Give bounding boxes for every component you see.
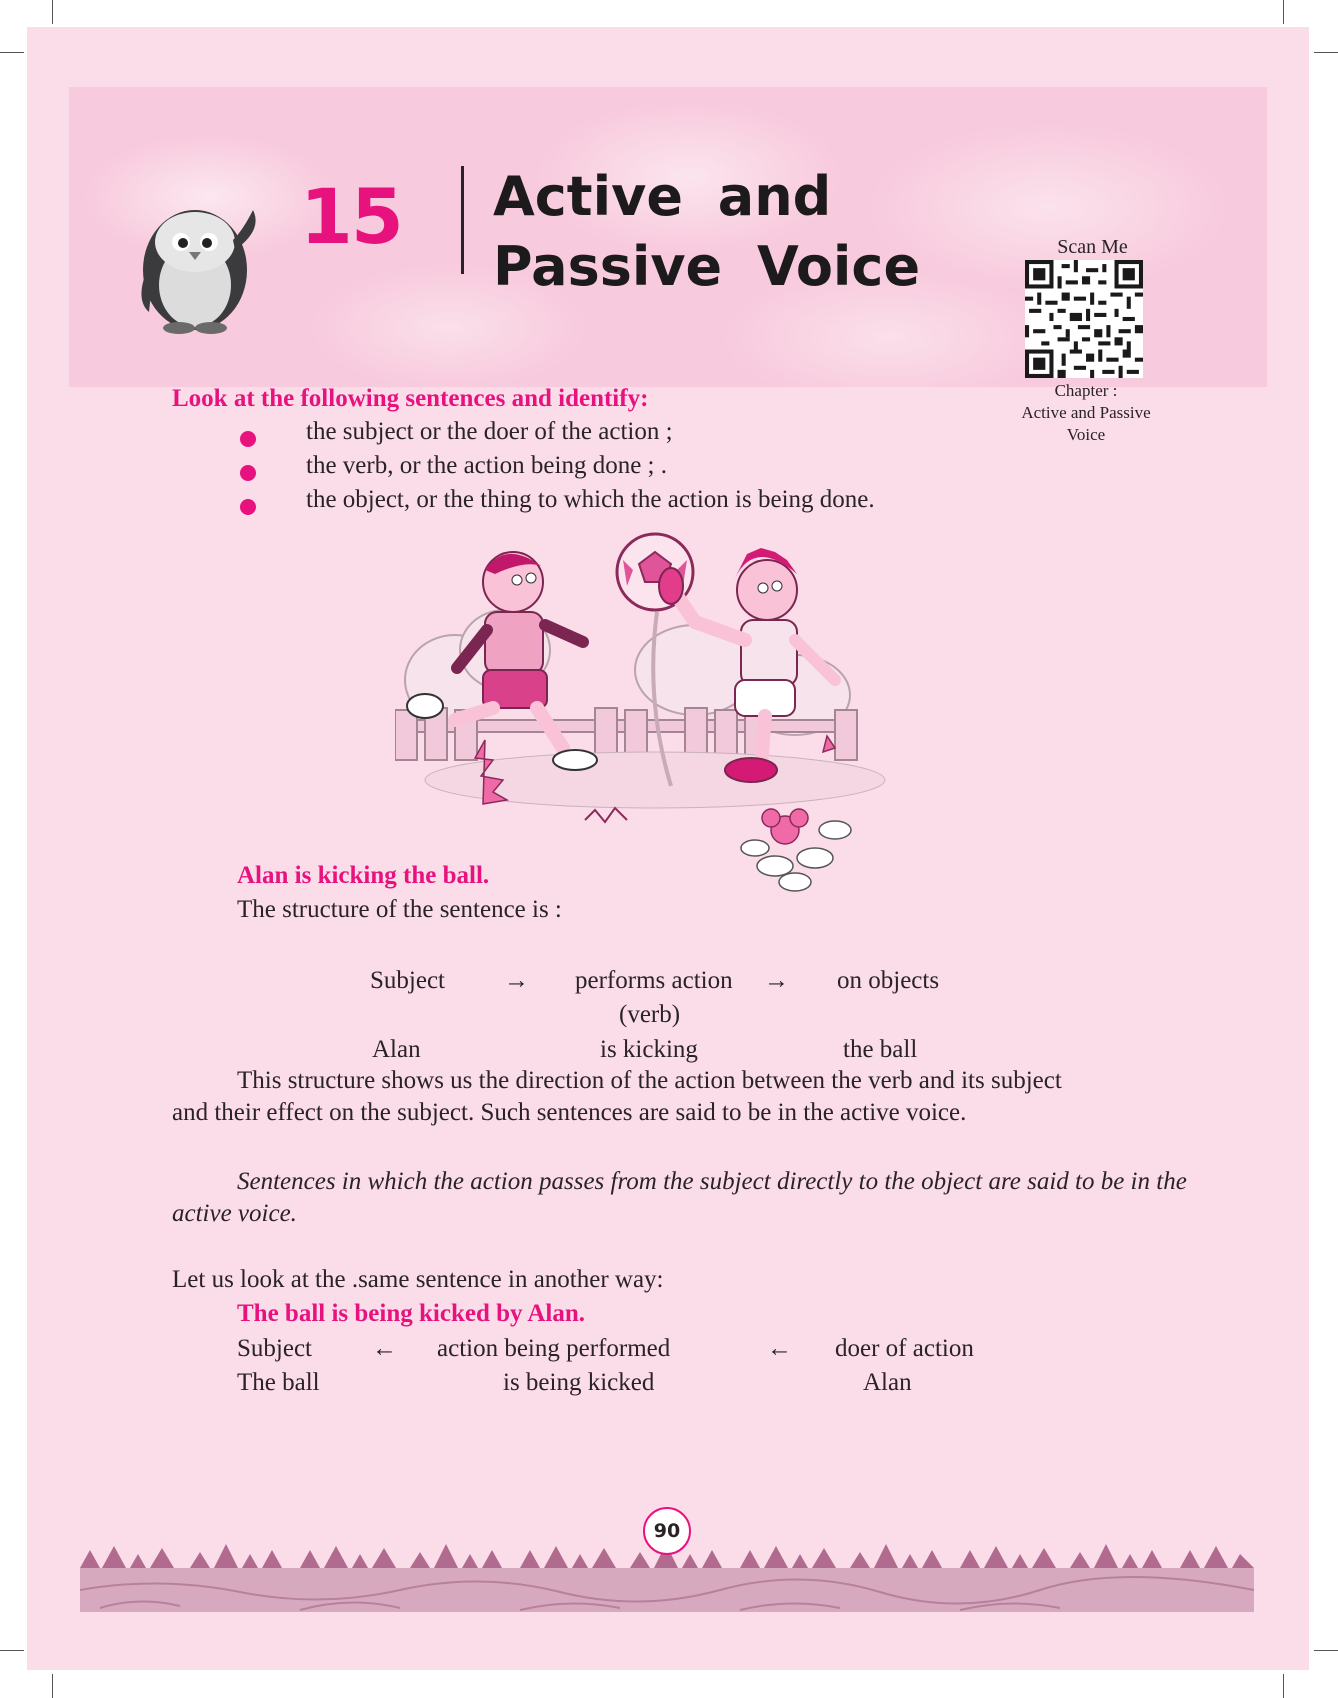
- structure-verb-label: (verb): [619, 1001, 681, 1028]
- page-number: 90: [643, 1507, 691, 1555]
- crop-mark: [1283, 0, 1284, 24]
- passive-doer-label: doer of action: [835, 1335, 974, 1362]
- chapter-number: 15: [300, 172, 402, 261]
- passive-example-subject: The ball: [237, 1369, 320, 1396]
- bullet-dot-icon: [240, 499, 256, 515]
- crop-mark: [1314, 1650, 1338, 1651]
- structure-subject-label: Subject: [370, 967, 445, 994]
- bullet-text: the subject or the doer of the action ;: [306, 418, 673, 445]
- intro-heading: Look at the following sentences and identify:: [172, 385, 649, 412]
- example-subject: Alan: [372, 1036, 421, 1063]
- example-verb: is kicking: [600, 1036, 698, 1063]
- qr-caption: [1008, 380, 1164, 446]
- structure-object-label: on objects: [837, 967, 940, 994]
- definition-line: Sentences in which the action passes from the subject directly to the object are said to be in the: [237, 1168, 1187, 1195]
- bullet-dot-icon: [240, 431, 256, 447]
- bullet-text: the verb, or the action being done ; .: [306, 452, 667, 479]
- intro-bullet-list: [238, 418, 875, 520]
- structure-action-label: performs action: [575, 967, 733, 994]
- bullet-dot-icon: [240, 465, 256, 481]
- list-item: [238, 418, 875, 452]
- structure-intro: The structure of the sentence is :: [237, 896, 562, 923]
- chapter-title: Active and Passive Voice: [493, 165, 921, 298]
- passive-subject-label: Subject: [237, 1335, 312, 1362]
- penguin-mascot-icon: [135, 190, 270, 335]
- list-item: [238, 486, 875, 520]
- qr-code-icon[interactable]: [1025, 260, 1143, 378]
- scan-me-label: Scan Me: [1057, 236, 1128, 258]
- qr-caption-line: Chapter :: [1054, 381, 1118, 400]
- left-arrow-icon: ←: [372, 1335, 397, 1362]
- crop-mark: [52, 1674, 53, 1698]
- definition-line: active voice.: [172, 1200, 297, 1227]
- right-arrow-icon: →: [764, 967, 789, 994]
- passive-example-verb: is being kicked: [503, 1369, 655, 1396]
- crop-mark: [0, 52, 24, 53]
- bullet-text: the object, or the thing to which the action is being done.: [306, 486, 875, 513]
- qr-caption-line: Active and Passive: [1021, 403, 1151, 422]
- list-item: [238, 452, 875, 486]
- passive-example-sentence: The ball is being kicked by Alan.: [237, 1300, 586, 1327]
- left-arrow-icon: ←: [767, 1335, 792, 1362]
- crop-mark: [1314, 52, 1338, 53]
- example-object: the ball: [843, 1036, 918, 1063]
- passive-action-label: action being performed: [437, 1335, 671, 1362]
- title-divider: [461, 166, 464, 274]
- passive-lead: Let us look at the .same sentence in another way:: [172, 1266, 664, 1293]
- crop-mark: [0, 1650, 24, 1651]
- qr-caption-line: Voice: [1066, 425, 1106, 444]
- crop-mark: [52, 0, 53, 24]
- crop-mark: [1283, 1674, 1284, 1698]
- passive-example-doer: Alan: [863, 1369, 912, 1396]
- right-arrow-icon: →: [504, 967, 529, 994]
- explanation-line: and their effect on the subject. Such sentences are said to be in the active voice.: [172, 1099, 967, 1126]
- active-example-sentence: Alan is kicking the ball.: [237, 862, 490, 889]
- explanation-line: This structure shows us the direction of the action between the verb and its subject: [237, 1067, 1062, 1094]
